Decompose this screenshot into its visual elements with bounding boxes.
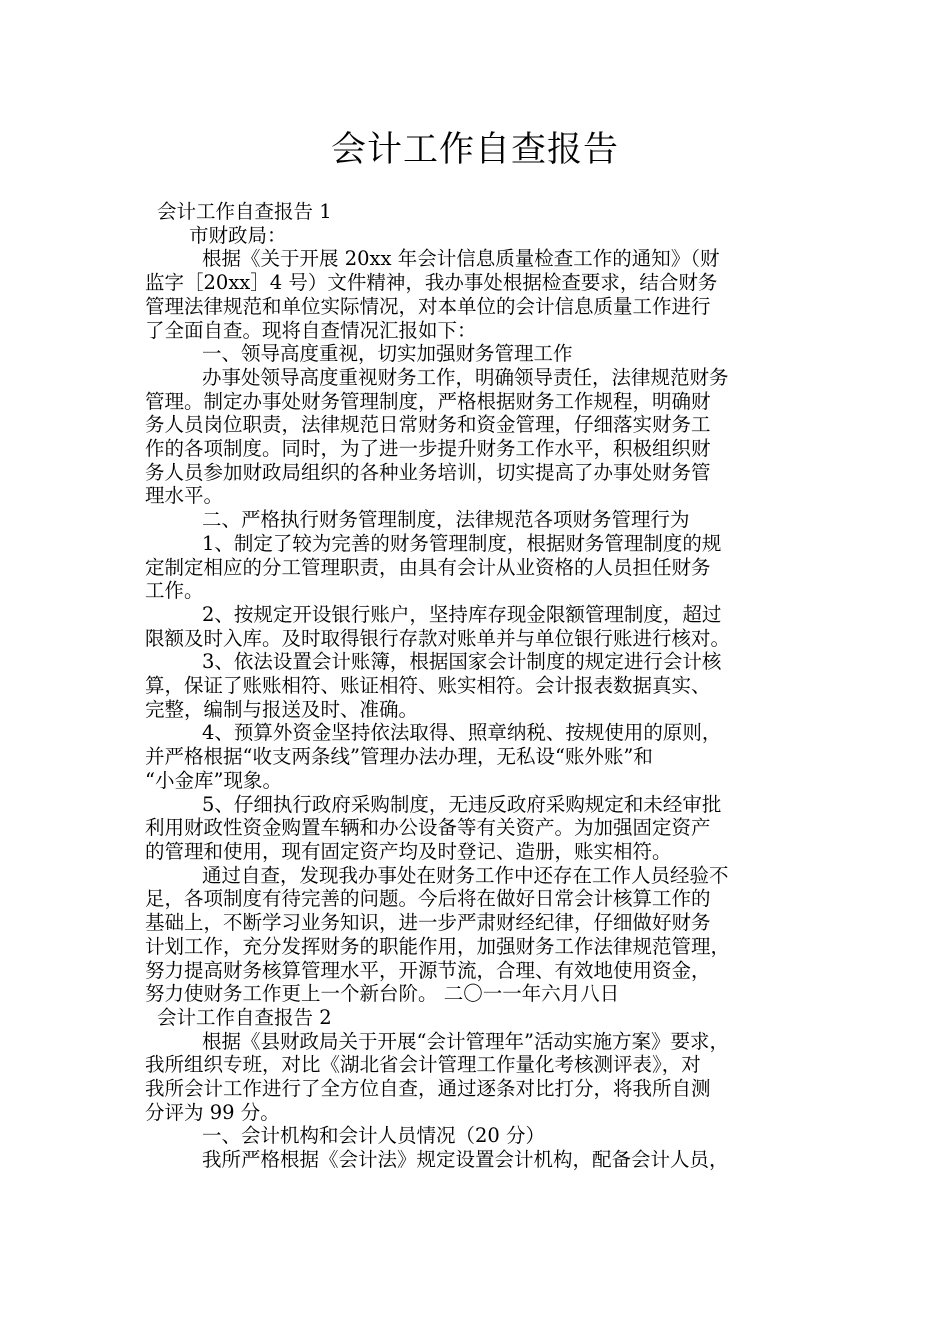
- document-line: 我所会计工作进行了全方位自查，通过逐条对比打分，将我所自测: [145, 1077, 711, 1101]
- document-line: 务人员岗位职责，法律规范日常财务和资金管理，仔细落实财务工: [145, 413, 711, 437]
- document-line: 监字［20xx］4 号）文件精神，我办事处根据检查要求，结合财务: [145, 271, 718, 295]
- document-line: “小金库”现象。: [145, 768, 282, 792]
- document-line: 足，各项制度有待完善的问题。今后将在做好日常会计核算工作的: [145, 887, 711, 911]
- document-line: 办事处领导高度重视财务工作，明确领导责任，法律规范财务: [202, 365, 729, 389]
- document-line: 努力提高财务核算管理水平，开源节流，合理、有效地使用资金，: [145, 958, 711, 982]
- document-line: 算，保证了账账相符、账证相符、账实相符。会计报表数据真实、: [145, 674, 711, 698]
- document-line: 计划工作，充分发挥财务的职能作用，加强财务工作法律规范管理，: [145, 934, 731, 958]
- document-line: 4、预算外资金坚持依法取得、照章纳税、按规使用的原则，: [202, 721, 722, 745]
- document-line: 2、按规定开设银行账户，坚持库存现金限额管理制度，超过: [202, 602, 722, 626]
- document-line: 市财政局：: [189, 223, 287, 247]
- document-line: 会计工作自查报告 2: [157, 1005, 332, 1029]
- document-line: 管理法律规范和单位实际情况，对本单位的会计信息质量工作进行: [145, 294, 711, 318]
- document-line: 一、会计机构和会计人员情况（20 分）: [202, 1124, 546, 1148]
- document-line: 利用财政性资金购置车辆和办公设备等有关资产。为加强固定资产: [145, 816, 711, 840]
- document-line: 定制定相应的分工管理职责，由具有会计从业资格的人员担任财务: [145, 555, 711, 579]
- document-line: 根据《关于开展 20xx 年会计信息质量检查工作的通知》（财: [202, 247, 720, 271]
- document-line: 基础上，不断学习业务知识，进一步严肃财经纪律，仔细做好财务: [145, 911, 711, 935]
- document-line: 5、仔细执行政府采购制度，无违反政府采购规定和未经审批: [202, 792, 722, 816]
- document-line: 并严格根据“收支两条线”管理办法办理，无私设“账外账”和: [145, 745, 653, 769]
- document-line: 分评为 99 分。: [145, 1100, 280, 1124]
- document-line: 限额及时入库。及时取得银行存款对账单并与单位银行账进行核对。: [145, 626, 731, 650]
- document-line: 会计工作自查报告 1: [157, 200, 332, 223]
- document-line: 3、依法设置会计账簿，根据国家会计制度的规定进行会计核: [202, 650, 722, 674]
- document-line: 通过自查，发现我办事处在财务工作中还存在工作人员经验不: [202, 863, 729, 887]
- document-line: 一、领导高度重视，切实加强财务管理工作: [202, 342, 573, 366]
- document-line: 作的各项制度。同时，为了进一步提升财务工作水平，积极组织财: [145, 437, 711, 461]
- document-line: 完整，编制与报送及时、准确。: [145, 697, 419, 721]
- document-line: 理水平。: [145, 484, 224, 508]
- document-line: 我所严格根据《会计法》规定设置会计机构，配备会计人员，: [202, 1148, 729, 1172]
- document-body: [145, 200, 815, 1172]
- document-line: 二、严格执行财务管理制度，法律规范各项财务管理行为: [202, 508, 690, 532]
- document-line: 了全面自查。现将自查情况汇报如下：: [145, 318, 477, 342]
- document-line: 根据《县财政局关于开展“会计管理年”活动实施方案》要求，: [202, 1029, 729, 1053]
- document-line: 的管理和使用，现有固定资产均及时登记、造册，账实相符。: [145, 839, 672, 863]
- document-line: 务人员参加财政局组织的各种业务培训，切实提高了办事处财务管: [145, 460, 711, 484]
- document-line: 1、制定了较为完善的财务管理制度，根据财务管理制度的规: [202, 531, 722, 555]
- document-line: 管理。制定办事处财务管理制度，严格根据财务工作规程，明确财: [145, 389, 711, 413]
- document-title: 会计工作自查报告: [330, 130, 619, 170]
- document-line: 工作。: [145, 579, 204, 603]
- document-line: 我所组织专班，对比《湖北省会计管理工作量化考核测评表》，对: [145, 1053, 701, 1077]
- document-line: 努力使财务工作更上一个新台阶。 二〇一一年六月八日: [145, 982, 620, 1006]
